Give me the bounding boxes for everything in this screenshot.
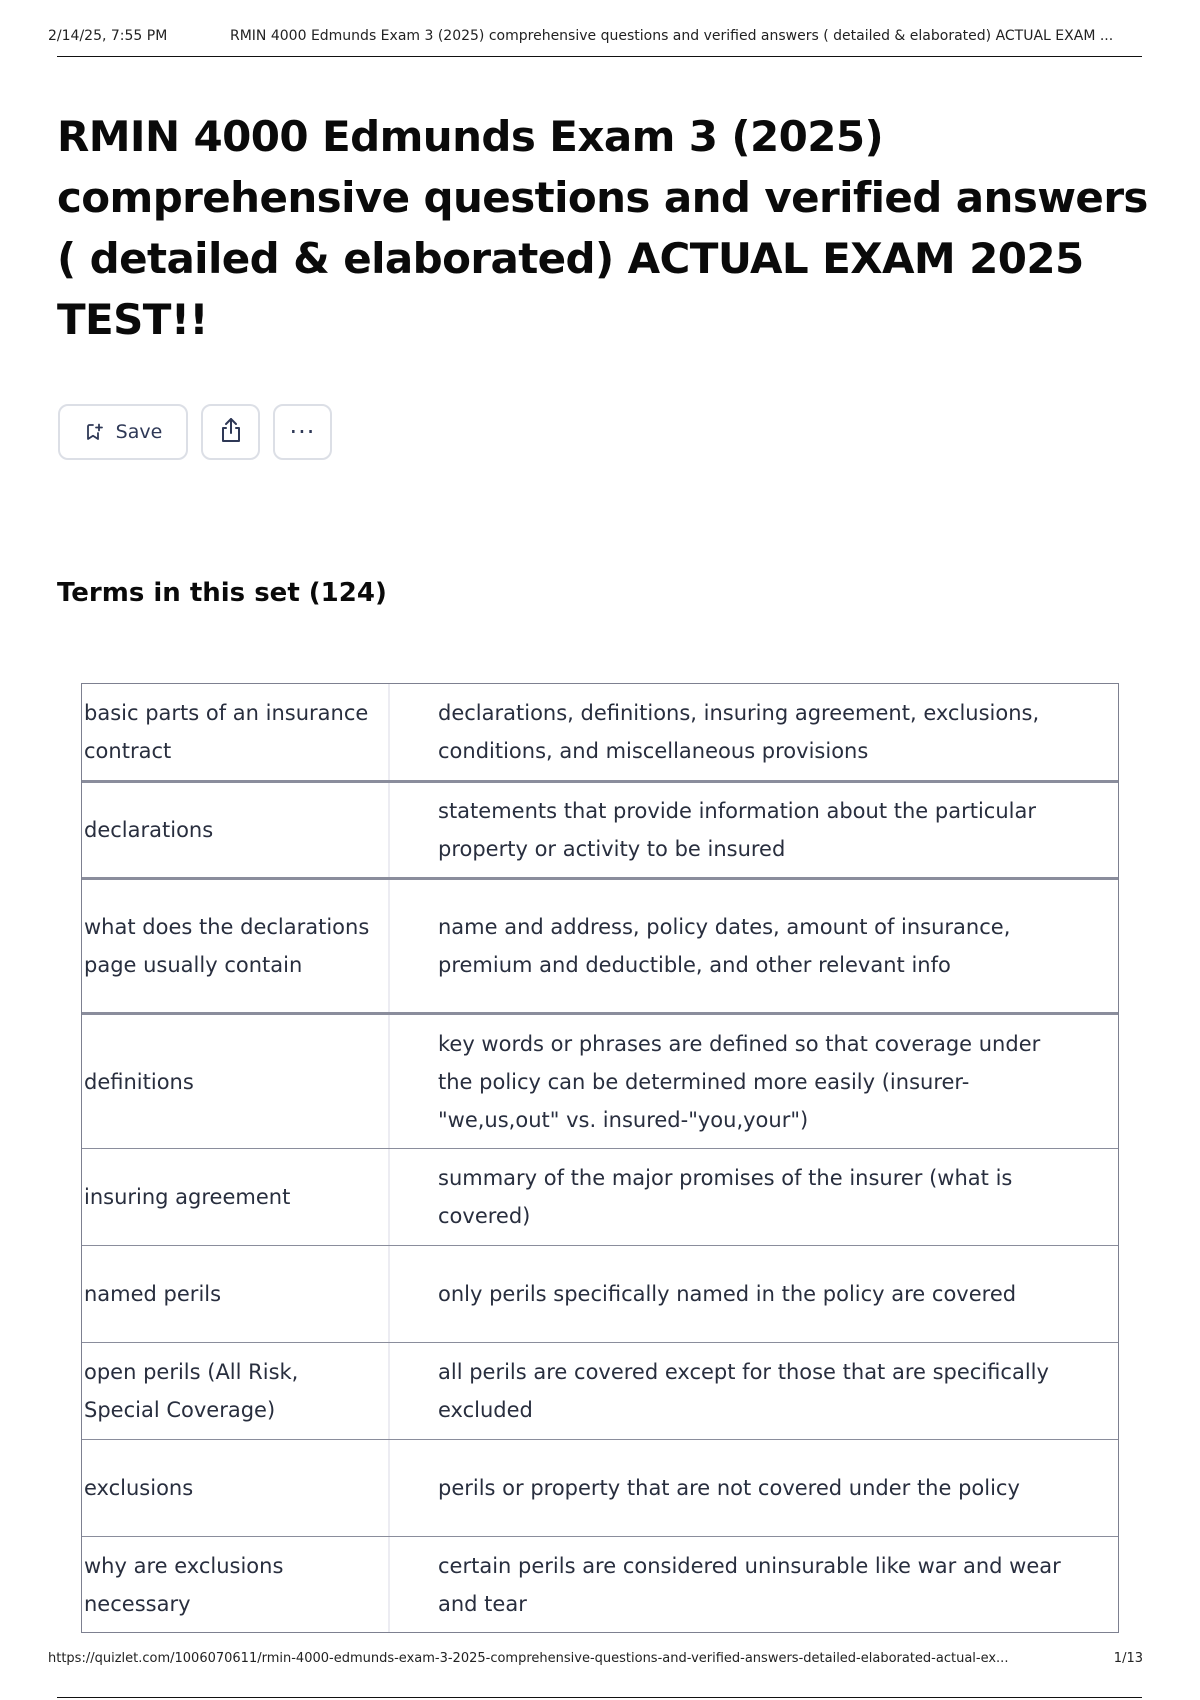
print-footer	[48, 1651, 1150, 1666]
table-row	[82, 1012, 1118, 1148]
table-row	[82, 780, 1118, 877]
term-cell: exclusions	[82, 1440, 390, 1536]
term-cell: declarations	[82, 783, 390, 877]
print-url: https://quizlet.com/1006070611/rmin-4000-edmunds-exam-3-2025-comprehensive-questions-and-verified-answers-detailed-elaborated-actual-ex...	[48, 1651, 1009, 1666]
bookmark-add-icon	[84, 422, 104, 442]
term-cell: why are exclusions necessary	[82, 1537, 390, 1632]
print-date: 2/14/25, 7:55 PM	[48, 28, 168, 44]
table-row	[82, 684, 1118, 780]
table-row	[82, 877, 1118, 1012]
more-options-button[interactable]	[273, 404, 332, 460]
definition-cell: summary of the major promises of the insurer (what is covered)	[438, 1166, 1013, 1228]
share-icon	[218, 416, 244, 449]
table-row	[82, 1148, 1118, 1245]
table-row	[82, 1245, 1118, 1342]
definition-cell: declarations, definitions, insuring agreement, exclusions, conditions, and miscellaneous provisions	[438, 701, 1040, 763]
share-button[interactable]	[201, 404, 260, 460]
term-cell: open perils (All Risk, Special Coverage)	[82, 1343, 390, 1439]
terms-heading: Terms in this set (124)	[57, 578, 387, 608]
print-header	[48, 28, 1146, 44]
definition-cell: all perils are covered except for those that are specifically excluded	[438, 1360, 1049, 1422]
more-horizontal-icon: ···	[289, 418, 316, 446]
definition-cell: key words or phrases are defined so that coverage under the policy can be determined more easily (insurer-"we,us,out" vs. insured-"you,your")	[438, 1031, 1041, 1132]
print-doc-title: RMIN 4000 Edmunds Exam 3 (2025) comprehensive questions and verified answers ( detailed & elaborated) ACTUAL EXAM ...	[230, 28, 1114, 44]
table-row	[82, 1536, 1118, 1632]
save-button[interactable]	[58, 404, 188, 460]
table-row	[82, 1439, 1118, 1536]
definition-cell: only perils specifically named in the policy are covered	[438, 1282, 1017, 1306]
table-row	[82, 1342, 1118, 1439]
definition-cell: certain perils are considered uninsurable like war and wear and tear	[438, 1553, 1061, 1616]
terms-table	[81, 683, 1119, 1633]
header-rule	[57, 56, 1142, 57]
definition-cell: perils or property that are not covered under the policy	[438, 1476, 1020, 1500]
footer-rule	[57, 1697, 1142, 1698]
term-cell: definitions	[82, 1015, 390, 1148]
page-number: 1/13	[1113, 1651, 1143, 1666]
definition-cell: name and address, policy dates, amount of insurance, premium and deductible, and other relevant info	[438, 915, 1011, 977]
term-cell: named perils	[82, 1246, 390, 1342]
definition-cell: statements that provide information about the particular property or activity to be insured	[438, 799, 1036, 861]
term-cell: basic parts of an insurance contract	[82, 684, 390, 780]
save-label: Save	[115, 421, 163, 443]
term-cell: insuring agreement	[82, 1149, 390, 1245]
term-cell: what does the declarations page usually contain	[82, 880, 390, 1012]
page-title: RMIN 4000 Edmunds Exam 3 (2025) comprehensive questions and verified answers ( detailed & elaborated) ACTUAL EXAM 2025 TEST!!	[57, 112, 1148, 344]
